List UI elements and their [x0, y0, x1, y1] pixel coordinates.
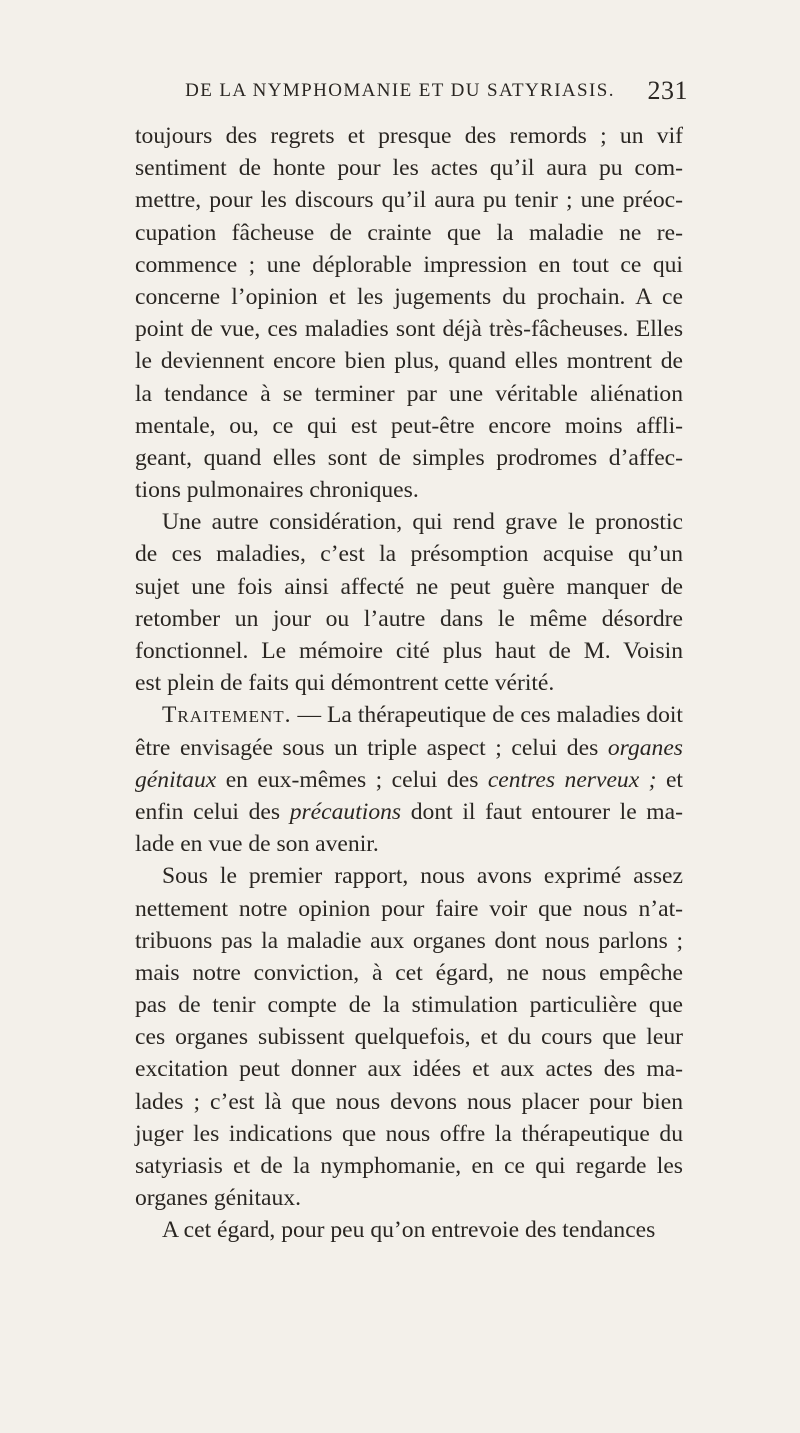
text-line: mais notre conviction, à cet égard, ne nous empêche [135, 959, 683, 986]
text-line: toujours des regrets et presque des remords ; un vif [135, 123, 683, 149]
text-line: tions pulmonaires chroniques. [135, 477, 419, 504]
text-line: sujet une fois ainsi affecté ne peut guère manquer de [135, 573, 683, 600]
text-line: point de vue, ces maladies sont déjà très-fâcheuses. Elles [135, 316, 683, 343]
text-line: juger les indications que nous offre la thérapeutique du [135, 1120, 683, 1147]
text-line [135, 764, 683, 796]
text-line: pas de tenir compte de la stimulation particulière que [135, 992, 683, 1019]
text-line: tribuons pas la maladie aux organes dont nous parlons ; [135, 927, 683, 954]
paragraph-start-line: A cet égard, pour peu qu’on entrevoie des tendances [162, 1217, 656, 1244]
text-line: la tendance à se terminer par une véritable aliénation [135, 380, 683, 407]
italic-term: centres nerveux ; [487, 766, 657, 793]
text-line: organes génitaux. [135, 1185, 301, 1212]
text-line: mettre, pour les discours qu’il aura pu tenir ; une préoc- [135, 187, 683, 214]
italic-term: génitaux [135, 766, 217, 793]
italic-term: précautions [289, 798, 402, 825]
paragraph-start-line: Une autre considération, qui rend grave le pronostic [162, 509, 683, 536]
section-heading-line [135, 699, 683, 731]
text-line: le deviennent encore bien plus, quand elles montrent de [135, 348, 683, 375]
text-line: sentiment de honte pour les actes qu’il aura pu com- [135, 155, 683, 182]
text-line [135, 796, 683, 828]
paragraph-start-line: Sous le premier rapport, nous avons exprimé assez [162, 863, 683, 890]
text-fragment: et [656, 766, 683, 793]
running-head: DE LA NYMPHOMANIE ET DU SATYRIASIS. [185, 80, 615, 101]
text-line: lade en vue de son avenir. [135, 831, 379, 858]
text-line: de ces maladies, c’est la présomption acquise qu’un [135, 541, 683, 568]
text-fragment: dont il faut entourer le ma- [401, 798, 683, 825]
text-line: est plein de faits qui démontrent cette vérité. [135, 670, 555, 697]
body-text [135, 120, 683, 1247]
section-heading-traitement: Traitement. [162, 702, 292, 729]
text-line: fonctionnel. Le mémoire cité plus haut de M. Voisin [135, 638, 683, 664]
text-line: mentale, ou, ce qui est peut-être encore moins affli- [135, 412, 683, 439]
text-line [135, 732, 683, 764]
text-line: satyriasis et de la nymphomanie, en ce qui regarde les [135, 1153, 683, 1179]
page-number: 231 [647, 76, 688, 105]
page-header [0, 76, 800, 112]
italic-term: organes [607, 734, 683, 761]
text-line: geant, quand elles sont de simples prodromes d’affec- [135, 444, 683, 471]
text-fragment: être envisagée sous un triple aspect ; celui des [135, 734, 608, 761]
text-fragment: — La thérapeutique de ces maladies doit [291, 702, 683, 729]
text-line: ces organes subissent quelquefois, et du cours que leur [135, 1024, 683, 1051]
text-line: nettement notre opinion pour faire voir que nous n’at- [135, 895, 683, 922]
text-line: cupation fâcheuse de crainte que la maladie ne re- [135, 219, 683, 246]
text-line: retomber un jour ou l’autre dans le même désordre [135, 605, 683, 632]
text-line: excitation peut donner aux idées et aux actes des ma- [135, 1056, 683, 1083]
text-line: commence ; une déplorable impression en tout ce qui [135, 251, 683, 278]
text-line: lades ; c’est là que nous devons nous placer pour bien [135, 1088, 683, 1115]
text-fragment: en eux-mêmes ; celui des [216, 766, 488, 793]
text-line: concerne l’opinion et les jugements du prochain. A ce [135, 283, 683, 310]
text-fragment: enfin celui des [135, 798, 290, 825]
